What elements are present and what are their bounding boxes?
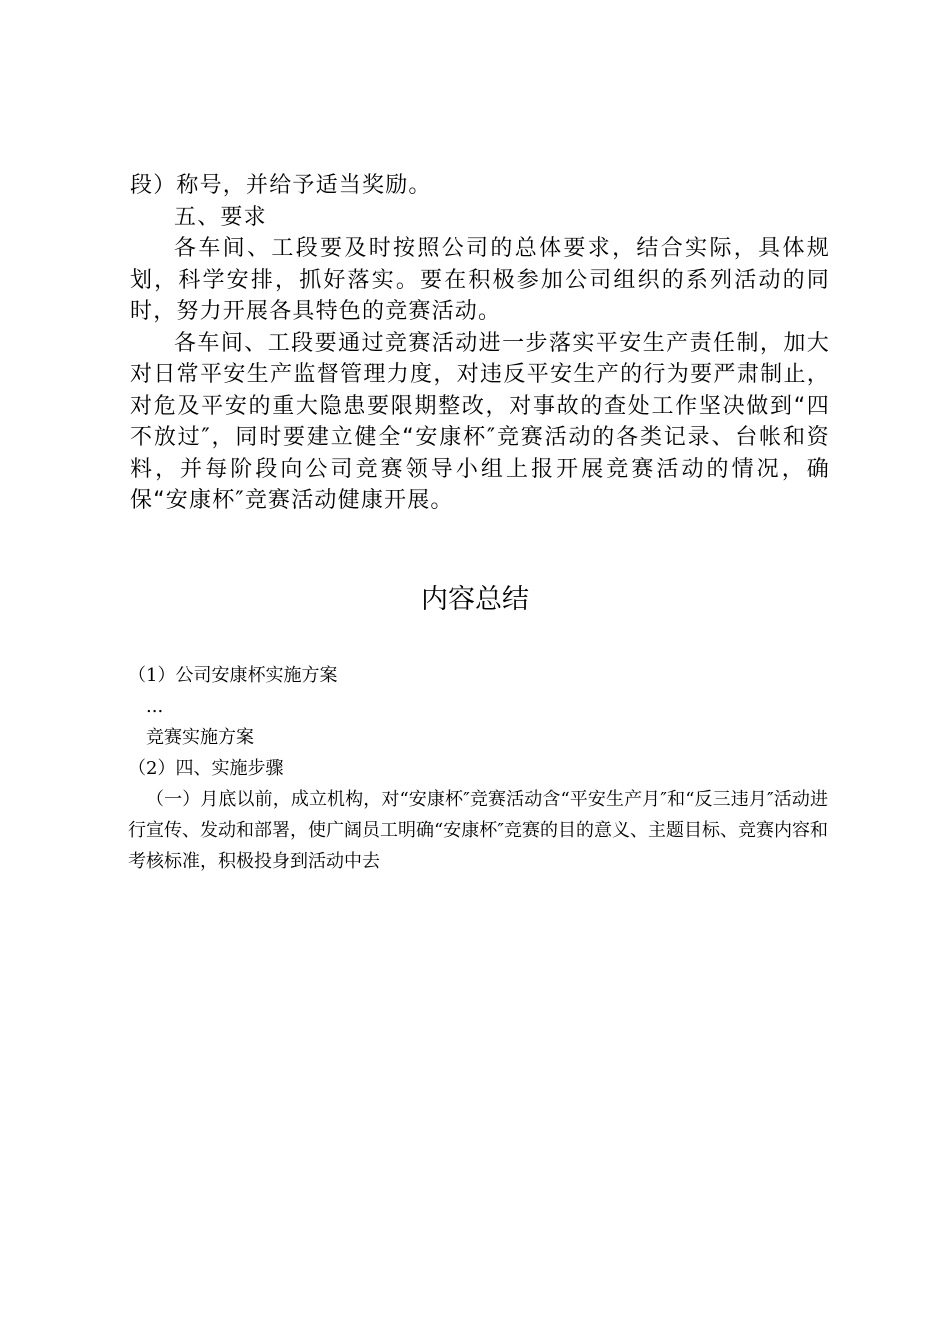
summary-section — [128, 660, 828, 877]
body-text — [130, 170, 830, 517]
section-heading: 五、要求 — [174, 204, 267, 230]
summary-ellipsis: ... — [146, 696, 164, 717]
summary-item: （1）公司安康杯实施方案 — [128, 665, 338, 686]
summary-subitem: 竞赛实施方案 — [146, 727, 254, 748]
paragraph: 各车间、工段要及时按照公司的总体要求，结合实际，具体规划，科学安排，抓好落实。要在积极参加公司组织的系列活动的同时，努力开展各具特色的竞赛活动。 — [130, 236, 830, 324]
summary-paragraph: （一）月底以前，成立机构，对“安康杯″竞赛活动含“平安生产月″和“反三违月″活动进行宣传、发动和部署，使广阔员工明确“安康杯″竞赛的目的意义、主题目标、竞赛内容和考核标准，积极投身到活动中去 — [128, 789, 828, 872]
paragraph: 各车间、工段要通过竞赛活动进一步落实平安生产责任制，加大对日常平安生产监督管理力度，对违反平安生产的行为要严肃制止，对危及平安的重大隐患要限期整改，对事故的查处工作坚决做到“四不放过″，同时要建立健全“安康杯″竞赛活动的各类记录、台帐和资料，并每阶段向公司竞赛领导小组上报开展竞赛活动的情况，确保“安康杯″竞赛活动健康开展。 — [130, 330, 830, 513]
summary-item: （2）四、实施步骤 — [128, 758, 284, 779]
summary-title: 内容总结 — [421, 584, 529, 615]
continuation-line: 段）称号，并给予适当奖励。 — [130, 173, 432, 198]
